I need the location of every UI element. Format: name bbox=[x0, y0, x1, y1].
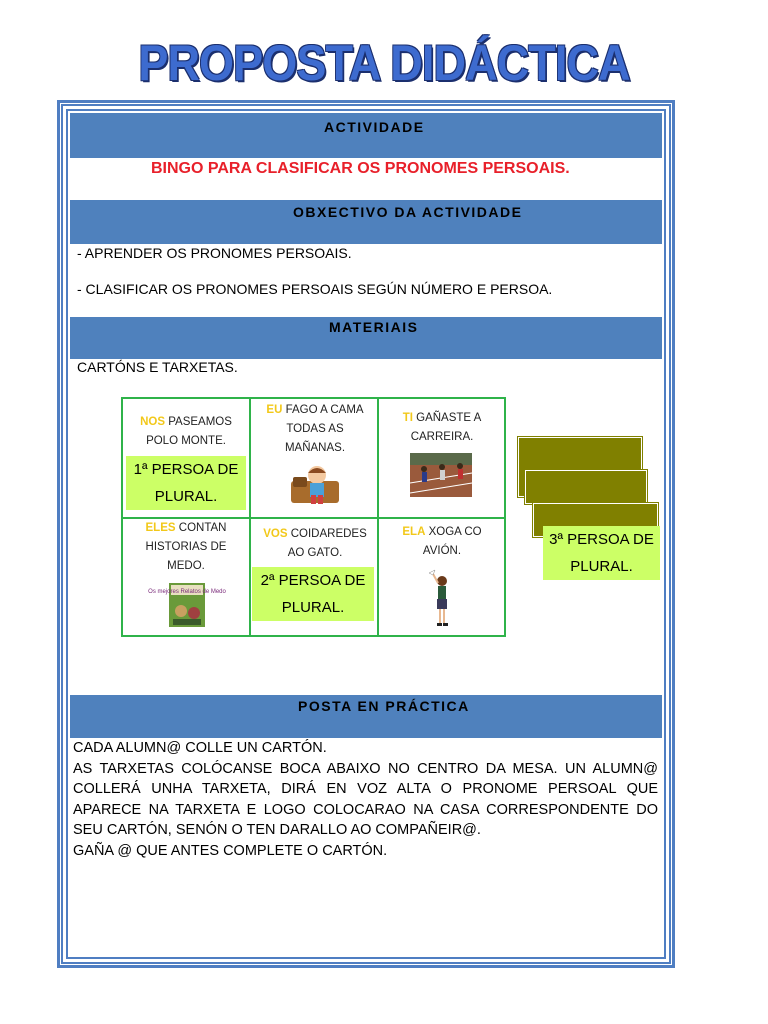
bingo-cell-ela bbox=[379, 519, 507, 639]
procedure-line: AS TARXETAS COLÓCANSE BOCA ABAIXO NO CENTRO DA MESA. UN ALUMN@ COLLERÁ UNHA TARXETA, DIRÁ EN VOZ ALTA O PRONOME PERSOAL QUE APARECE NA TARXETA E LOGO COLOCARAO NA CASA CORRESPONDENTE DO SEU CARTÓN, SENÓN O TEN DARALLO AO COMPAÑEIR@. bbox=[73, 760, 658, 838]
posta-heading: POSTA EN PRÁCTICA bbox=[298, 698, 470, 714]
cell-text bbox=[255, 401, 375, 458]
pronoun-label: ELES bbox=[145, 522, 176, 534]
pronoun-label: ELA bbox=[402, 526, 426, 538]
pronoun-label: VOS bbox=[263, 528, 288, 540]
cell-text bbox=[125, 413, 247, 451]
child-making-bed-image bbox=[289, 463, 341, 505]
cell-line: MEDO. bbox=[167, 560, 205, 572]
cell-line: AVIÓN. bbox=[422, 545, 462, 557]
cell-text bbox=[125, 519, 247, 576]
cell-line: AO GATO. bbox=[287, 547, 343, 559]
book-title: Os mejores Relatos de Medo bbox=[148, 589, 226, 595]
badge-first-person-plural bbox=[126, 456, 246, 510]
objective-item-2: - CLASIFICAR OS PRONOMES PERSOAIS SEGÚN NÚMERO E PERSOA. bbox=[77, 281, 553, 297]
materials-text: CARTÓNS E TARXETAS. bbox=[77, 359, 238, 375]
pronoun-label: NOS bbox=[140, 416, 165, 428]
badge-line: PLURAL. bbox=[154, 488, 218, 505]
badge-second-person-plural bbox=[252, 567, 374, 621]
objective-item-1: - APRENDER OS PRONOMES PERSOAIS. bbox=[77, 245, 352, 261]
pronoun-label: TI bbox=[402, 412, 413, 424]
cell-line: COIDAREDES bbox=[290, 528, 367, 540]
cell-line: GAÑASTE A bbox=[416, 412, 482, 424]
bingo-cell-eles bbox=[123, 519, 251, 639]
materiais-heading: MATERIAIS bbox=[329, 319, 419, 335]
bingo-cell-ti bbox=[379, 399, 507, 519]
badge-line: 3ª PERSOA DE bbox=[549, 531, 654, 548]
cell-line: POLO MONTE. bbox=[146, 435, 226, 447]
cell-line: MAÑANAS. bbox=[284, 442, 346, 454]
obxectivo-heading: OBXECTIVO DA ACTIVIDADE bbox=[293, 204, 523, 220]
cell-line: HISTORIAS DE bbox=[145, 541, 227, 553]
activity-title: BINGO PARA CLASIFICAR OS PRONOMES PERSOAIS. bbox=[151, 160, 570, 177]
race-runners-image bbox=[410, 453, 472, 497]
actividade-heading: ACTIVIDADE bbox=[324, 119, 425, 135]
cell-text bbox=[255, 525, 375, 563]
tarxeta-card bbox=[525, 470, 647, 504]
procedure-text bbox=[73, 738, 658, 861]
badge-third-person-plural bbox=[543, 526, 660, 580]
cell-text bbox=[381, 523, 503, 561]
book-cover-image bbox=[148, 583, 226, 627]
cell-line: CARREIRA. bbox=[410, 431, 474, 443]
cell-line: XOGA CO bbox=[428, 526, 482, 538]
badge-line: 1ª PERSOA DE bbox=[133, 461, 239, 478]
cell-line: PASEAMOS bbox=[168, 416, 232, 428]
procedure-line: GAÑA @ QUE ANTES COMPLETE O CARTÓN. bbox=[73, 842, 388, 859]
girl-plane-image bbox=[429, 569, 455, 627]
bingo-cell-eu bbox=[251, 399, 379, 519]
cell-line: CONTAN bbox=[178, 522, 227, 534]
cell-line: TODAS AS bbox=[286, 423, 344, 435]
badge-line: PLURAL. bbox=[570, 558, 633, 575]
badge-line: PLURAL. bbox=[281, 599, 345, 616]
page-title: PROPOSTA DIDÁCTICA bbox=[138, 35, 630, 91]
cell-line: FAGO A CAMA bbox=[285, 404, 364, 416]
procedure-line: CADA ALUMN@ COLLE UN CARTÓN. bbox=[73, 740, 327, 756]
pronoun-label: EU bbox=[266, 404, 283, 416]
cell-text bbox=[381, 409, 503, 447]
badge-line: 2ª PERSOA DE bbox=[260, 572, 366, 589]
